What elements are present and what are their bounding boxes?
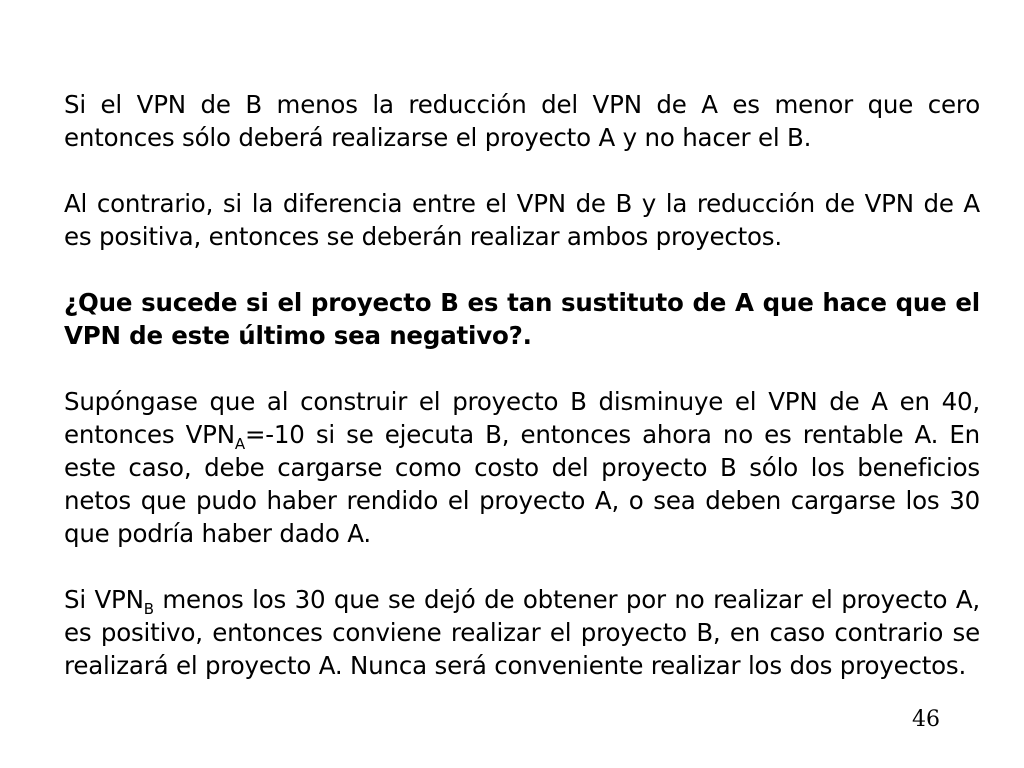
vpn-a-subscript: A (234, 435, 245, 453)
conclusion-text-start: Si VPN (64, 585, 144, 614)
example-text-end: =-10 si se ejecuta B, entonces ahora no es rentable A. En este caso, debe cargarse como costo del proyecto B sólo los beneficios netos que pudo haber rendido el proyecto A, o sea deben cargarse los 30 que podría haber dado A. (64, 420, 980, 548)
vpn-b-subscript: B (143, 600, 154, 618)
conclusion-text-end: menos los 30 que se dejó de obtener por no realizar el proyecto A, es positivo, entonces conviene realizar el proyecto B, en caso contrario se realizará el proyecto A. Nunca será conveniente realizar los dos proyectos. (64, 585, 980, 680)
paragraph-example (64, 385, 980, 550)
paragraph-vpn-b-minus-reduction: Si el VPN de B menos la reducción del VPN de A es menor que cero entonces sólo deberá realizarse el proyecto A y no hacer el B. (64, 90, 980, 152)
example-text-start: Supóngase que al construir el proyecto B disminuye el VPN de A en 40, entonces VPN (64, 387, 980, 449)
page-number: 46 (912, 707, 940, 732)
paragraph-conclusion (64, 583, 980, 682)
slide-body (64, 88, 980, 682)
paragraph-question: ¿Que sucede si el proyecto B es tan sustituto de A que hace que el VPN de este último sea negativo?. (64, 288, 980, 350)
paragraph-positive-difference: Al contrario, si la diferencia entre el VPN de B y la reducción de VPN de A es positiva, entonces se deberán realizar ambos proyectos. (64, 189, 980, 251)
